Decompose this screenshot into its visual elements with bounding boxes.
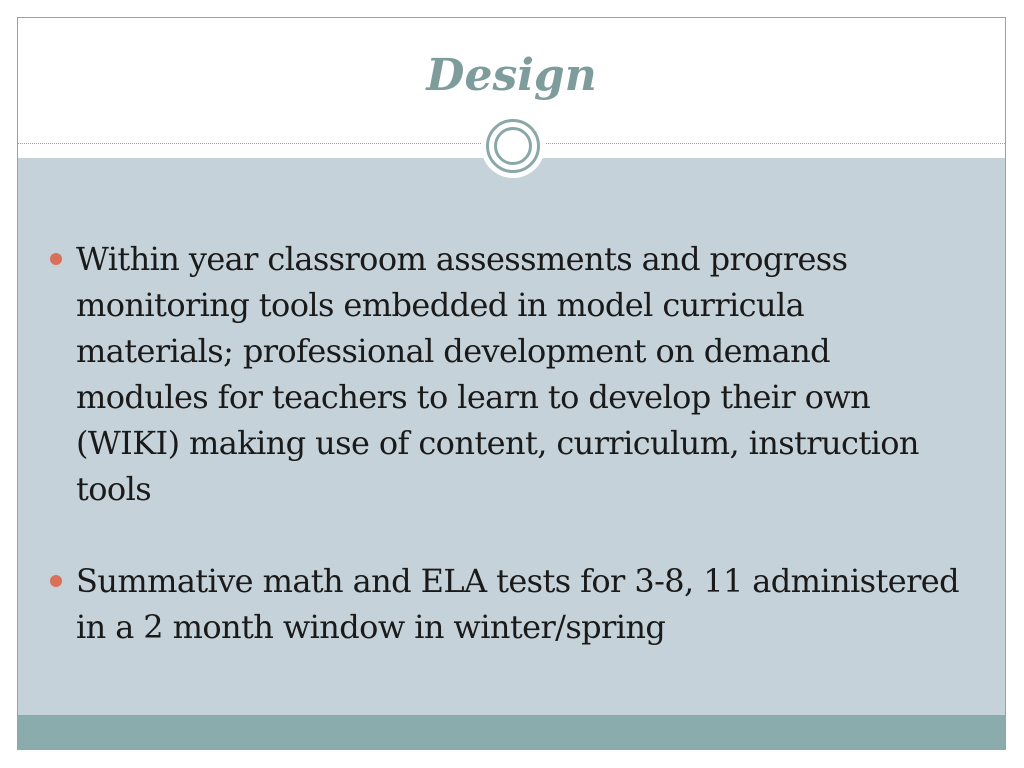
bullet-list bbox=[48, 236, 963, 696]
bullet-text: Summative math and ELA tests for 3-8, 11 administered in a 2 month window in winter/spring bbox=[76, 562, 960, 646]
bullet-item bbox=[48, 236, 963, 512]
bullet-text: Within year classroom assessments and progress monitoring tools embedded in model curricula materials; professional development on demand modules for teachers to learn to develop their own (WIKI) making use of content, curriculum, instruction tools bbox=[76, 240, 919, 508]
ornament-inner-ring bbox=[494, 127, 532, 165]
bullet-marker-icon bbox=[50, 575, 62, 587]
slide-title: Design bbox=[426, 50, 597, 101]
divider-ornament-icon bbox=[486, 119, 540, 173]
footer-bar bbox=[18, 715, 1005, 749]
slide bbox=[17, 17, 1006, 750]
bullet-marker-icon bbox=[50, 253, 62, 265]
bullet-item bbox=[48, 558, 963, 650]
